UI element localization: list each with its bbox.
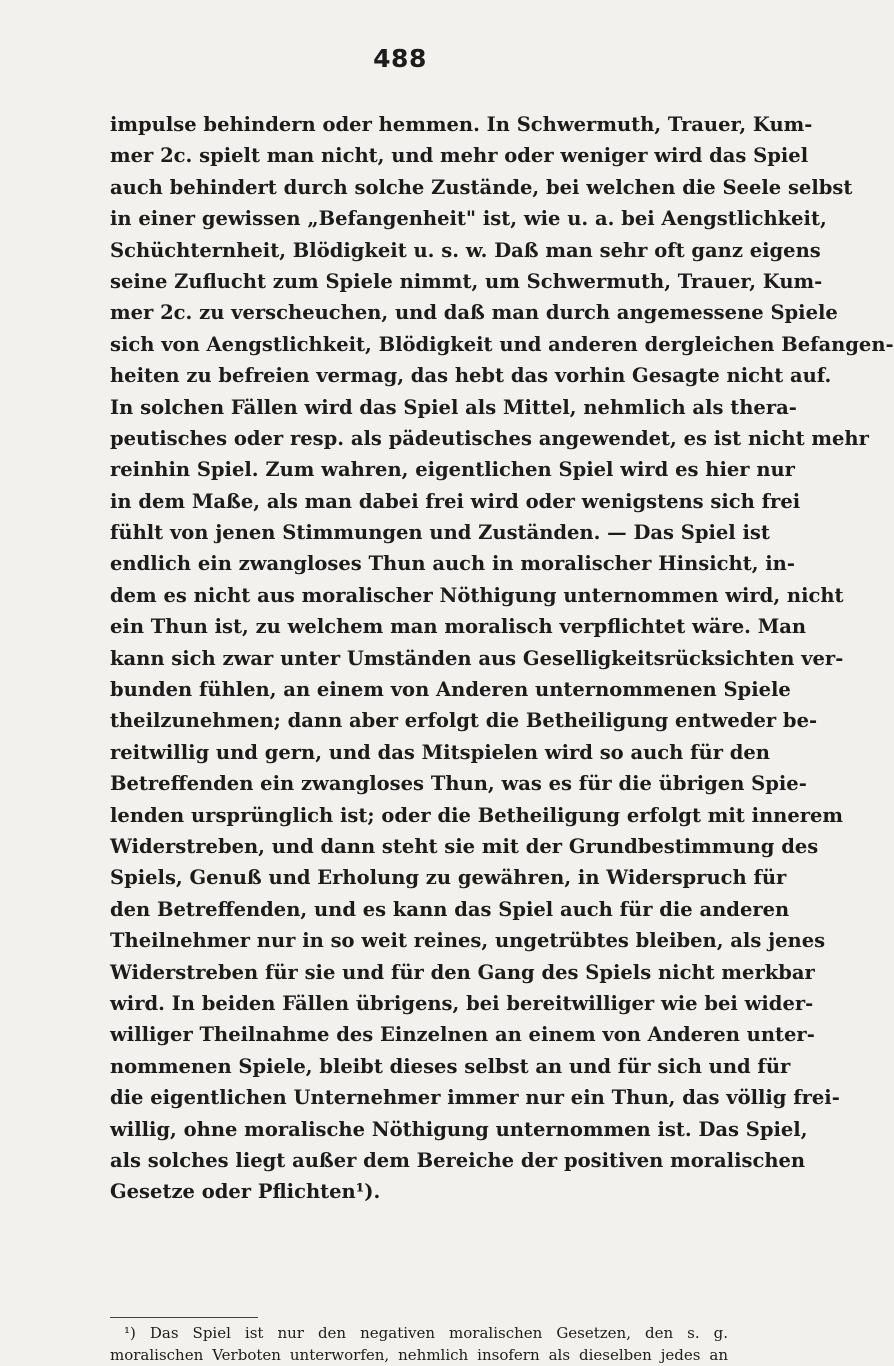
text-line: Widerstreben, und dann steht sie mit der Grundbestimmung des xyxy=(110,834,819,858)
text-line: theilzunehmen; dann aber erfolgt die Betheiligung entweder be- xyxy=(110,709,818,733)
text-line: lenden ursprünglich ist; oder die Betheiligung erfolgt mit innerem xyxy=(110,803,844,827)
text-line: ein Thun ist, zu welchem man moralisch verpflichtet wäre. Man xyxy=(110,615,807,639)
text-line: peutisches oder resp. als pädeutisches angewendet, es ist nicht mehr xyxy=(110,426,869,450)
text-line: Betreffenden ein zwangloses Thun, was es für die übrigen Spie- xyxy=(110,772,807,796)
text-line: in dem Maße, als man dabei frei wird oder wenigstens sich frei xyxy=(110,489,801,513)
footnote-line: ¹) Das Spiel ist nur den negativen moralischen Gesetzen, den s. g. xyxy=(124,1324,728,1342)
footnotes xyxy=(110,1322,728,1366)
text-line: Schüchternheit, Blödigkeit u. s. w. Daß man sehr oft ganz eigens xyxy=(110,238,821,262)
text-line: nommenen Spiele, bleibt dieses selbst an und für sich und für xyxy=(110,1054,791,1078)
text-line: Widerstreben für sie und für den Gang des Spiels nicht merkbar xyxy=(110,960,815,984)
text-line: in einer gewissen „Befangenheit" ist, wie u. a. bei Aengstlichkeit, xyxy=(110,207,827,231)
text-line: seine Zuflucht zum Spiele nimmt, um Schwermuth, Trauer, Kum- xyxy=(110,269,823,293)
text-line: reinhin Spiel. Zum wahren, eigentlichen Spiel wird es hier nur xyxy=(110,458,795,482)
text-line: sich von Aengstlichkeit, Blödigkeit und anderen dergleichen Befangen- xyxy=(110,332,894,356)
footnote-divider xyxy=(110,1317,258,1318)
text-line: heiten zu befreien vermag, das hebt das vorhin Gesagte nicht auf. xyxy=(110,364,832,388)
text-line: dem es nicht aus moralischer Nöthigung unternommen wird, nicht xyxy=(110,583,844,607)
text-line: die eigentlichen Unternehmer immer nur ein Thun, das völlig frei- xyxy=(110,1086,840,1110)
body-text xyxy=(110,109,894,1208)
text-line: Spiels, Genuß und Erholung zu gewähren, in Widerspruch für xyxy=(110,866,787,890)
text-line: mer 2c. zu verscheuchen, und daß man durch angemessene Spiele xyxy=(110,301,838,325)
text-line: bunden fühlen, an einem von Anderen unternommenen Spiele xyxy=(110,678,791,702)
text-line: auch behindert durch solche Zustände, bei welchen die Seele selbst xyxy=(110,175,853,199)
text-line: kann sich zwar unter Umständen aus Geselligkeitsrücksichten ver- xyxy=(110,646,844,670)
text-line: In solchen Fällen wird das Spiel als Mittel, nehmlich als thera- xyxy=(110,395,797,419)
footnote-line: moralischen Verboten unterworfen, nehmlich insofern als dieselben jedes an xyxy=(110,1346,728,1364)
text-line: reitwillig und gern, und das Mitspielen wird so auch für den xyxy=(110,740,770,764)
text-line: endlich ein zwangloses Thun auch in moralischer Hinsicht, in- xyxy=(110,552,795,576)
text-line: Theilnehmer nur in so weit reines, ungetrübtes bleiben, als jenes xyxy=(110,929,826,953)
text-line: impulse behindern oder hemmen. In Schwermuth, Trauer, Kum- xyxy=(110,113,813,136)
page-number: 488 xyxy=(373,44,427,73)
text-line: willig, ohne moralische Nöthigung unternommen ist. Das Spiel, xyxy=(110,1117,808,1141)
text-line: wird. In beiden Fällen übrigens, bei bereitwilliger wie bei wider- xyxy=(110,991,814,1015)
text-line: als solches liegt außer dem Bereiche der positiven moralischen xyxy=(110,1148,806,1172)
text-line: mer 2c. spielt man nicht, und mehr oder weniger wird das Spiel xyxy=(110,144,809,168)
text-line: den Betreffenden, und es kann das Spiel auch für die anderen xyxy=(110,897,790,921)
text-line: williger Theilnahme des Einzelnen an einem von Anderen unter- xyxy=(110,1023,815,1047)
text-line: fühlt von jenen Stimmungen und Zuständen. — Das Spiel ist xyxy=(110,521,770,545)
text-line: Gesetze oder Pflichten¹). xyxy=(110,1180,381,1204)
